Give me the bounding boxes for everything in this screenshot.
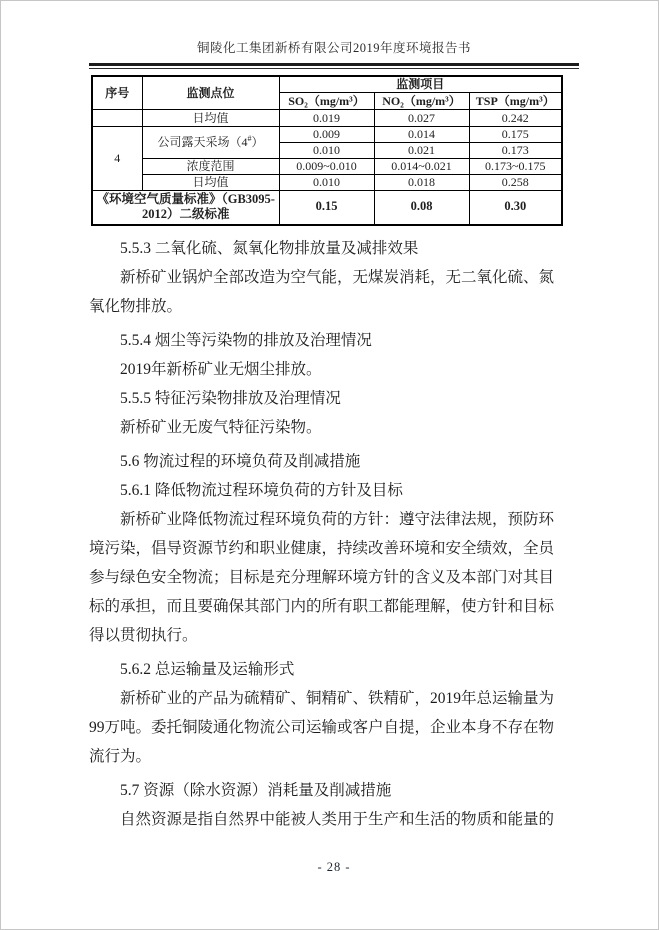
table-cell-so2: 0.15 [279, 191, 374, 225]
table-cell-so2: 0.019 [279, 110, 374, 127]
document-header-title: 铜陵化工集团新桥有限公司2019年度环境报告书 [196, 41, 471, 55]
paragraph-line: 得以贯彻执行。 [89, 626, 198, 644]
report-page [1, 1, 658, 875]
table-row-sample-1 [92, 127, 562, 143]
heading-5-6-1: 5.6.1 降低物流过程环境负荷的方针及目标 [120, 481, 403, 499]
column-header-so2: SO₂（mg/m³） [279, 93, 374, 110]
paragraph-line: 新桥矿业无废气特征污染物。 [120, 418, 322, 436]
table-cell-tsp: 0.242 [469, 110, 562, 127]
paragraph-line: 自然资源是指自然界中能被人类用于生产和生活的物质和能量的 [120, 810, 555, 828]
paragraph-line: 新桥矿业降低物流过程环境负荷的方针：遵守法律法规，预防环 [120, 510, 555, 528]
air-quality-monitoring-table [91, 75, 563, 226]
table-cell-no2: 0.027 [374, 110, 469, 127]
table-row-daily [92, 175, 562, 191]
table-cell-so2: 0.009~0.010 [279, 159, 374, 175]
column-header-no2: NO₂（mg/m³） [374, 93, 469, 110]
table-cell-no2: 0.014~0.021 [374, 159, 469, 175]
body-text-block [89, 234, 579, 834]
paragraph-line: 新桥矿业的产品为硫精矿、铜精矿、铁精矿，2019年总运输量为 [120, 689, 555, 707]
column-header-project: 监测项目 [279, 76, 562, 93]
table-cell-tsp: 0.173 [469, 143, 562, 159]
table-cell-label: 浓度范围 [142, 159, 279, 175]
table-cell-label: 日均值 [142, 110, 279, 127]
table-cell-site-open-pit [142, 127, 279, 159]
table-header-row-1 [92, 76, 562, 93]
header-divider-rule [89, 63, 579, 69]
paragraph-line: 流行为。 [89, 747, 152, 765]
table-cell-no2: 0.021 [374, 143, 469, 159]
heading-5-6: 5.6 物流过程的环境负荷及削减措施 [120, 452, 361, 470]
table-cell-label: 日均值 [142, 175, 279, 191]
paragraph-line: 99万吨。委托铜陵通化物流公司运输或客户自提，企业本身不存在物 [89, 718, 555, 736]
paragraph-line: 境污染，倡导资源节约和职业健康，持续改善环境和安全绩效，全员 [89, 539, 555, 557]
table-row-daily-prev [92, 110, 562, 127]
table-cell-tsp: 0.173~0.175 [469, 159, 562, 175]
heading-5-7: 5.7 资源（除水资源）消耗量及削减措施 [120, 781, 392, 799]
paragraph-line: 氧化物排放。 [89, 297, 183, 315]
site-name-prefix: 公司露天采场（4 [157, 135, 248, 149]
paragraph-line: 参与绿色安全物流；目标是充分理解环境方针的含义及本部门对其目 [89, 568, 555, 586]
table-row-standard [92, 191, 562, 225]
table-cell-tsp: 0.30 [469, 191, 562, 225]
table-cell-standard-label: 《环境空气质量标准》（GB3095-2012）二级标准 [92, 191, 279, 225]
table-row-range [92, 159, 562, 175]
table-cell-no2: 0.014 [374, 127, 469, 143]
table-cell-no2: 0.08 [374, 191, 469, 225]
site-name-superscript: # [247, 134, 252, 143]
table-cell-so2: 0.010 [279, 175, 374, 191]
table-cell-seq-4: 4 [92, 127, 142, 191]
table-cell-tsp: 0.175 [469, 127, 562, 143]
table-cell-no2: 0.018 [374, 175, 469, 191]
table-cell-tsp: 0.258 [469, 175, 562, 191]
column-header-site: 监测点位 [142, 76, 279, 110]
column-header-seq: 序号 [92, 76, 142, 110]
heading-5-5-5: 5.5.5 特征污染物排放及治理情况 [120, 389, 341, 407]
heading-5-5-3: 5.5.3 二氧化硫、氮氧化物排放量及减排效果 [120, 239, 419, 257]
heading-5-6-2: 5.6.2 总运输量及运输形式 [120, 660, 295, 678]
paragraph-line: 标的承担，而且要确保其部门内的所有职工都能理解，使方针和目标 [89, 597, 555, 615]
heading-5-5-4: 5.5.4 烟尘等污染物的排放及治理情况 [120, 331, 372, 349]
page-number: - 28 - [317, 859, 351, 874]
site-name-suffix: ） [251, 135, 264, 149]
column-header-tsp: TSP（mg/m³） [469, 93, 562, 110]
paragraph-line: 新桥矿业锅炉全部改造为空气能，无煤炭消耗，无二氧化硫、氮 [120, 268, 555, 286]
table-cell-so2: 0.009 [279, 127, 374, 143]
table-cell-seq-empty [92, 110, 142, 127]
paragraph-line: 2019年新桥矿业无烟尘排放。 [120, 360, 322, 378]
table-cell-so2: 0.010 [279, 143, 374, 159]
